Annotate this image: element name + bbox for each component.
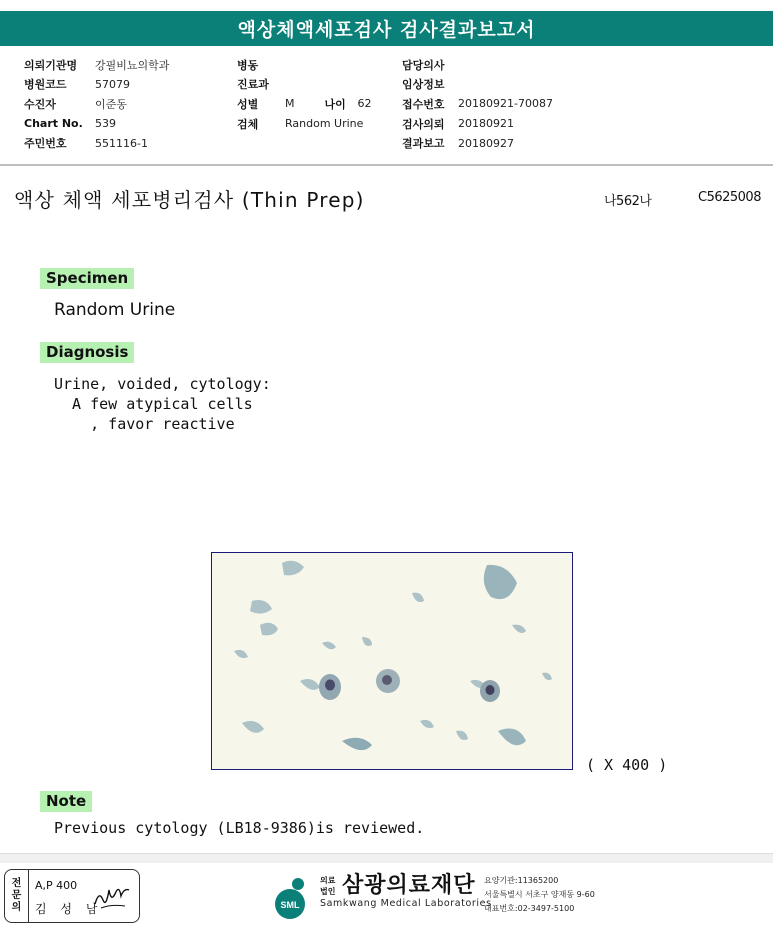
org-name: 삼광의료재단 xyxy=(342,873,476,898)
ward-label: 병동 xyxy=(237,58,259,72)
patient-info-col2 xyxy=(237,55,372,133)
institution-value: 강필비뇨의학과 xyxy=(95,58,170,72)
footer-separator xyxy=(0,853,773,863)
institution-label: 의뢰기관명 xyxy=(24,58,78,72)
micrograph-image xyxy=(212,553,573,770)
request-date-value: 20180921 xyxy=(458,117,514,131)
specialist-char-1: 전 xyxy=(11,878,22,889)
handwritten-signature xyxy=(91,882,133,912)
department-label: 진료과 xyxy=(237,78,269,92)
org-name-en: Samkwang Medical Laboratories xyxy=(320,898,492,909)
org-info-line-3: 대표번호:02-3497-5100 xyxy=(484,904,575,913)
note-section-label: Note xyxy=(40,791,92,812)
test-code-left: 나562나 xyxy=(604,194,652,209)
specimen-info-label: 검체 xyxy=(237,117,259,131)
org-info-line-2: 서울특별시 서초구 양재동 9-60 xyxy=(484,890,595,899)
specimen-section-label: Specimen xyxy=(40,268,134,289)
org-info-line-1: 요양기관:11365200 xyxy=(484,876,559,885)
physician-label: 담당의사 xyxy=(402,58,445,72)
age-value: 62 xyxy=(357,97,372,111)
sml-logo-icon xyxy=(268,874,316,920)
hospital-code-value: 57079 xyxy=(95,77,130,91)
clinical-info-label: 임상정보 xyxy=(402,78,445,92)
receipt-no-value: 20180921-70087 xyxy=(458,97,553,111)
specimen-value: Random Urine xyxy=(54,300,176,320)
specimen-info-value: Random Urine xyxy=(285,117,364,131)
org-prefix xyxy=(320,875,335,897)
doctor-name: 김 성 남 xyxy=(35,902,103,916)
chart-no-label: Chart No. xyxy=(24,117,83,131)
patient-info-panel xyxy=(0,48,773,166)
sml-logo-text: SML xyxy=(280,900,300,910)
magnification-label: ( X 400 ) xyxy=(586,756,668,774)
note-value: Previous cytology (LB18-9386)is reviewed. xyxy=(54,819,425,837)
diagnosis-line-2: A few atypical cells xyxy=(54,395,253,413)
request-date-label: 검사의뢰 xyxy=(402,117,445,131)
specialist-char-2: 문 xyxy=(11,890,22,901)
diagnosis-section-label: Diagnosis xyxy=(40,342,134,363)
diagnosis-line-3: , favor reactive xyxy=(54,415,235,433)
org-prefix-top: 의료 xyxy=(320,876,336,885)
ap-code: A,P 400 xyxy=(35,879,78,892)
sex-label: 성별 xyxy=(237,97,259,111)
patient-info-col3 xyxy=(402,55,553,153)
test-code-right: C5625008 xyxy=(698,190,761,205)
report-date-value: 20180927 xyxy=(458,136,514,150)
patient-info-col1 xyxy=(24,55,169,153)
patient-label: 수진자 xyxy=(24,97,56,111)
diagnosis-line-1: Urine, voided, cytology: xyxy=(54,375,271,393)
hospital-code-label: 병원코드 xyxy=(24,78,67,92)
specialist-signature-box xyxy=(4,869,140,923)
report-date-label: 결과보고 xyxy=(402,137,445,151)
org-prefix-bottom: 법인 xyxy=(320,887,336,896)
report-title: 액상체액세포검사 검사결과보고서 xyxy=(0,11,773,46)
receipt-no-label: 접수번호 xyxy=(402,97,445,111)
cytology-micrograph xyxy=(211,552,573,770)
specialist-char-3: 의 xyxy=(11,902,22,913)
resident-no-label: 주민번호 xyxy=(24,137,67,151)
age-label: 나이 xyxy=(324,97,346,111)
patient-value: 이준동 xyxy=(95,97,127,111)
specialist-vertical-label xyxy=(5,870,29,922)
chart-no-value: 539 xyxy=(95,117,116,131)
resident-no-value: 551116-1 xyxy=(95,136,148,150)
test-title: 액상 체액 세포병리검사 (Thin Prep) xyxy=(14,188,365,212)
sex-value: M xyxy=(285,97,295,111)
